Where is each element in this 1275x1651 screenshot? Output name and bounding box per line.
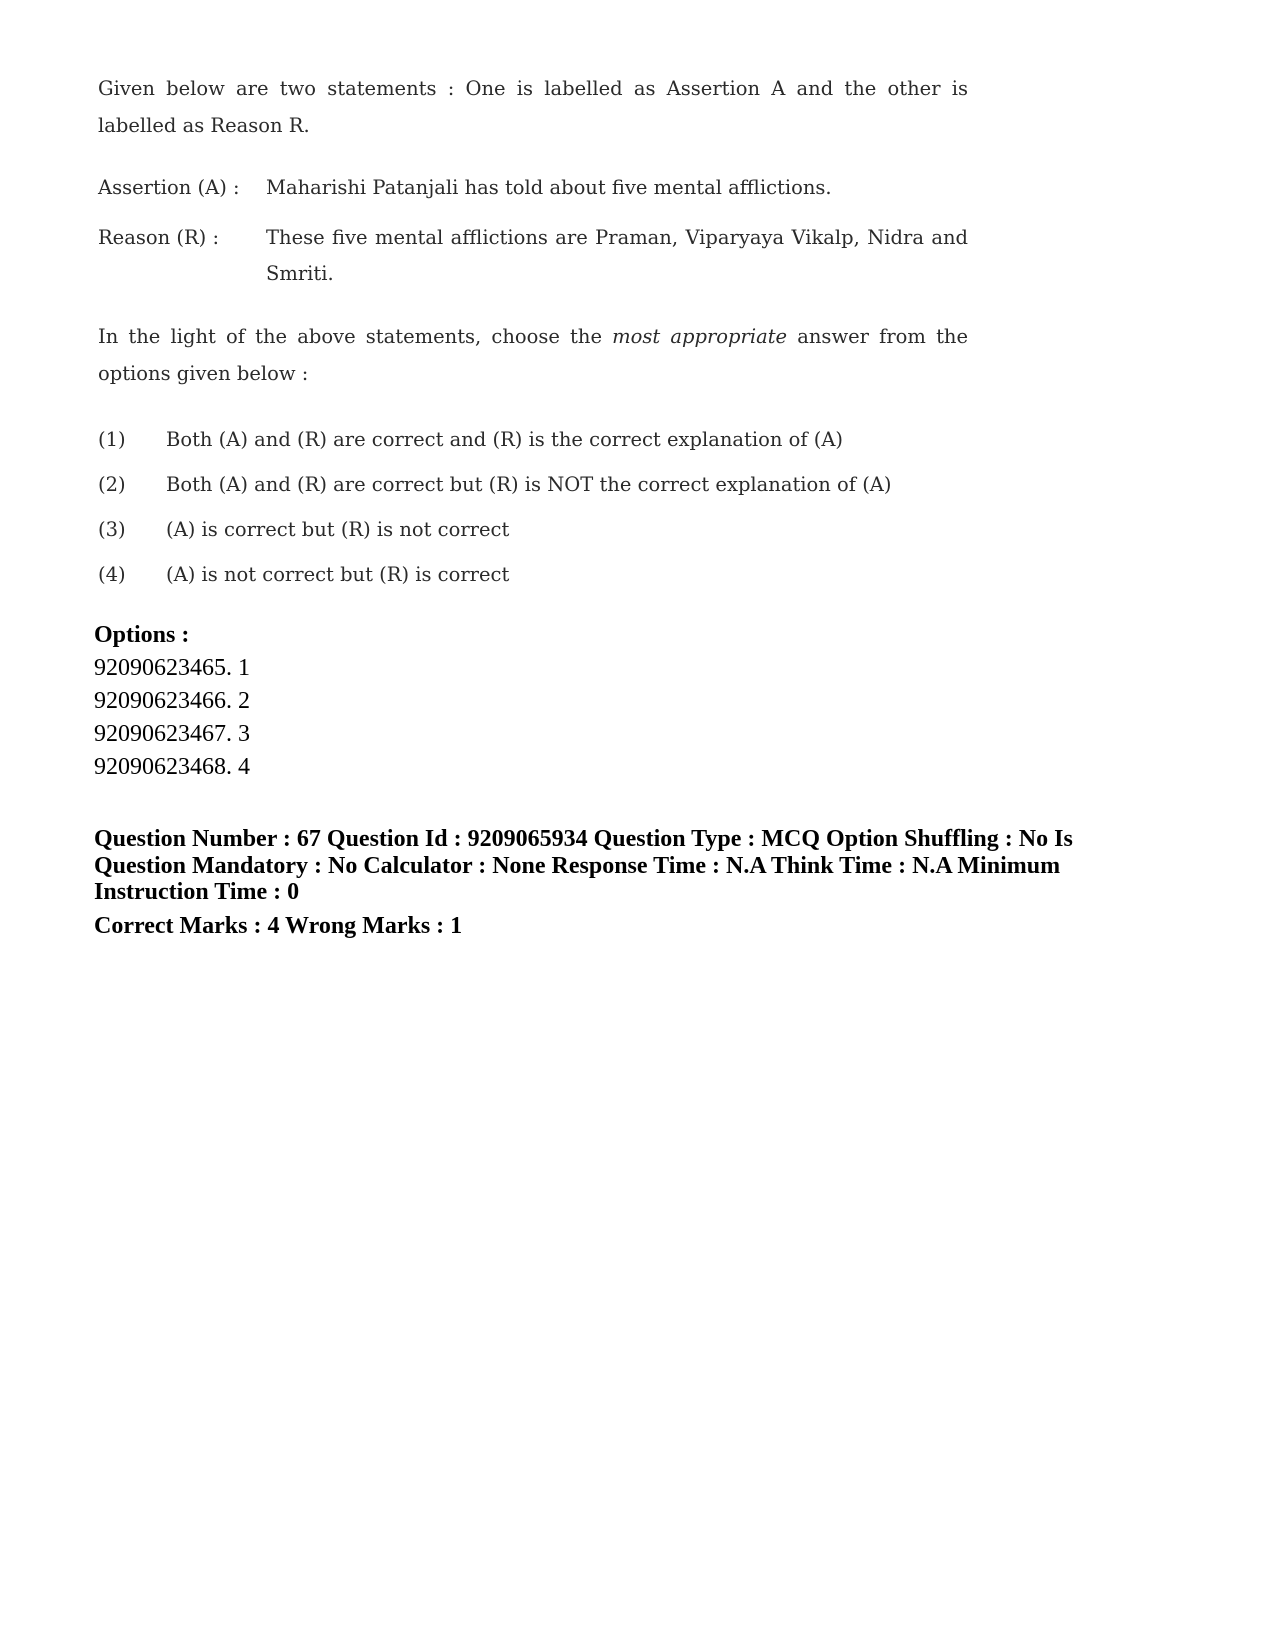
option-item: 92090623465. 1 xyxy=(94,655,250,681)
metadata-line: Instruction Time : 0 xyxy=(94,879,300,905)
question-intro: Given below are two statements : One is labelled as Assertion A and the other is labelled as Reason R. xyxy=(98,77,968,137)
choice-text: Both (A) and (R) are correct and (R) is the correct explanation of (A) xyxy=(166,428,844,451)
options-heading: Options : xyxy=(94,622,190,648)
assertion-label: Assertion (A) : xyxy=(98,176,240,199)
choice-4 xyxy=(98,557,968,602)
choice-text: (A) is correct but (R) is not correct xyxy=(166,518,510,541)
question-metadata xyxy=(94,826,1174,940)
choice-number: (4) xyxy=(98,563,126,586)
instruction-before: In the light of the above statements, choose the xyxy=(98,325,613,348)
choice-3 xyxy=(98,512,968,557)
choice-number: (2) xyxy=(98,473,126,496)
instruction-after: answer from the options given below : xyxy=(98,325,969,385)
choice-1 xyxy=(98,422,968,467)
choice-text: (A) is not correct but (R) is correct xyxy=(166,563,510,586)
question-instruction xyxy=(98,318,968,392)
choice-text: Both (A) and (R) are correct but (R) is NOT the correct explanation of (A) xyxy=(166,473,892,496)
option-item: 92090623467. 3 xyxy=(94,721,250,747)
instruction-emphasis: most appropriate xyxy=(612,325,788,348)
reason-label: Reason (R) : xyxy=(98,226,220,249)
reason-text: These five mental afflictions are Praman, Viparyaya Vikalp, Nidra and Smriti. xyxy=(266,226,968,285)
assertion-row xyxy=(98,170,968,206)
options-list xyxy=(94,619,250,784)
assertion-text: Maharishi Patanjali has told about five mental afflictions. xyxy=(266,176,832,199)
choice-number: (1) xyxy=(98,428,126,451)
choice-2 xyxy=(98,467,968,512)
metadata-line: Question Mandatory : No Calculator : None Response Time : N.A Think Time : N.A Minimum xyxy=(94,852,1061,879)
reason-row xyxy=(98,220,968,292)
choice-number: (3) xyxy=(98,518,126,541)
option-item: 92090623466. 2 xyxy=(94,688,250,714)
marks-line: Correct Marks : 4 Wrong Marks : 1 xyxy=(94,912,463,939)
question-image xyxy=(98,70,968,602)
metadata-line: Question Number : 67 Question Id : 9209065934 Question Type : MCQ Option Shuffling : No Is xyxy=(94,826,1073,852)
option-item: 92090623468. 4 xyxy=(94,754,250,780)
